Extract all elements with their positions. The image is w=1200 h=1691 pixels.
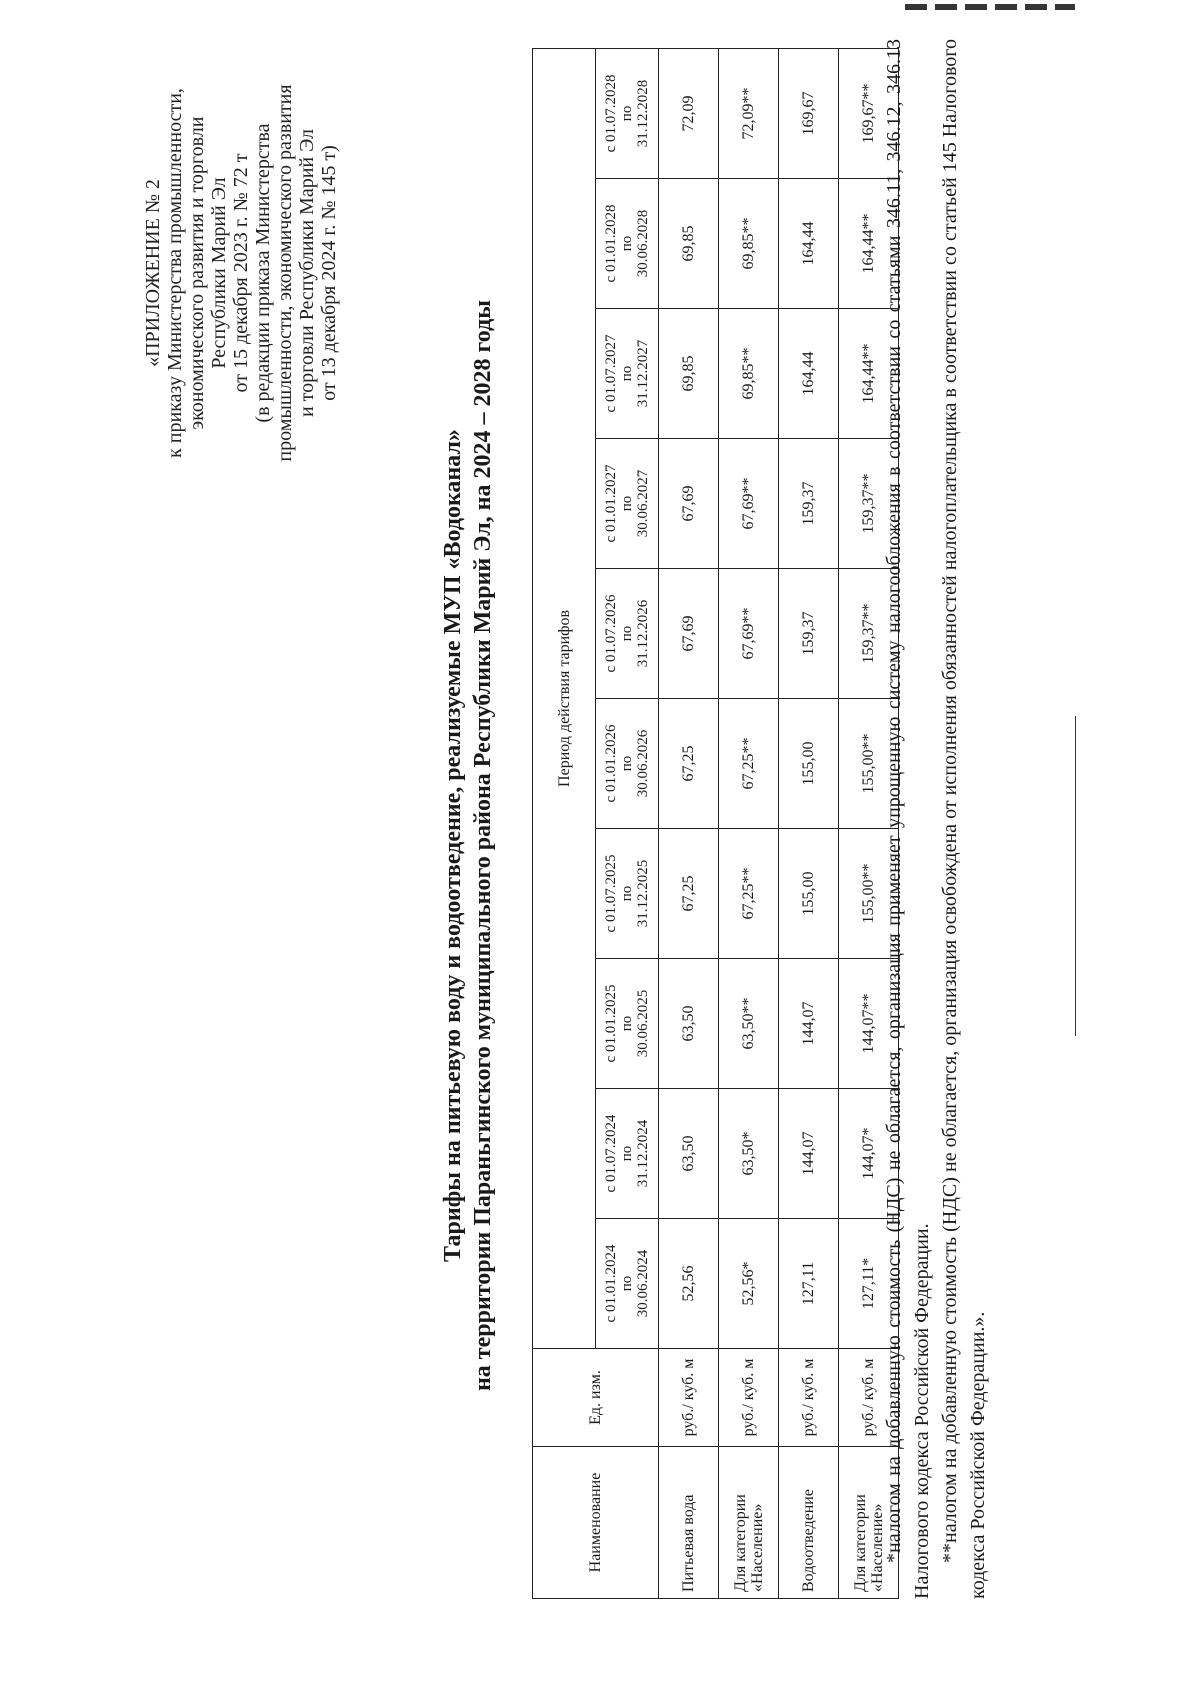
table-row [659,48,719,1598]
tariff-value-cell: 155,00 [779,829,839,959]
period-from: с 01.01.2027 [603,464,619,543]
period-to: 30.06.2027 [635,469,651,538]
row-name-cell: Водоотведение [779,1447,839,1599]
appendix-line: к приказу Министерства промышленности, [164,88,186,458]
tariff-value-cell: 67,25** [719,829,779,959]
period-header-cell [596,569,659,699]
period-to: 30.06.2024 [635,1249,651,1318]
period-from: с 01.01.2026 [603,724,619,803]
tariff-value-cell: 67,69 [659,439,719,569]
tariff-value-cell: 159,37** [839,569,899,699]
footnotes [880,39,992,1599]
tariff-value-cell: 169,67 [779,48,839,178]
period-po: по [619,365,635,382]
period-header-cell [596,699,659,829]
tariff-value-cell: 63,50* [719,1089,779,1219]
period-from: с 01.07.2025 [603,854,619,933]
title-line-1: Тарифы на питьевую воду и водоотведение, реализуемые МУП «Водоканал» [440,429,466,1262]
period-po: по [619,885,635,902]
tariff-value-cell: 159,37** [839,439,899,569]
period-po: по [619,625,635,642]
tariff-value-cell: 169,67** [839,48,899,178]
tariff-value-cell: 67,69** [719,569,779,699]
tariff-table [532,48,899,1599]
appendix-line: промышленности, экономического развития [274,84,296,462]
appendix-line: экономического развития и торговли [186,116,208,430]
period-from: с 01.01.2025 [603,984,619,1063]
column-header-unit: Ед. изм. [533,1349,659,1447]
tariff-value-cell: 69,85** [719,309,779,439]
period-from: с 01.07.2028 [603,74,619,153]
appendix-line: от 13 декабря 2024 г. № 145 т) [318,145,340,401]
appendix-title: «ПРИЛОЖЕНИЕ № 2 [142,179,164,367]
tariff-value-cell: 164,44** [839,179,899,309]
tariff-value-cell: 144,07 [779,959,839,1089]
row-name-cell: Питьевая вода [659,1447,719,1599]
period-header-cell [596,1219,659,1349]
tariff-value-cell: 52,56* [719,1219,779,1349]
period-po: по [619,235,635,252]
appendix-line: от 15 декабря 2023 г. № 72 т [230,153,252,393]
appendix-line: Республики Марий Эл [208,177,230,369]
period-header-cell [596,179,659,309]
document-title [438,0,498,1691]
appendix-header [142,43,340,503]
row-unit-cell: руб./ куб. м [839,1349,899,1447]
period-to: 30.06.2025 [635,989,651,1058]
period-po: по [619,1015,635,1032]
appendix-line: (в редакции приказа Министерства [252,123,274,423]
period-header-cell [596,309,659,439]
tariff-value-cell: 155,00** [839,699,899,829]
period-from: с 01.01.2028 [603,204,619,283]
tariff-value-cell: 144,07 [779,1089,839,1219]
period-header-cell [596,959,659,1089]
tariff-value-cell: 127,11* [839,1219,899,1349]
period-from: с 01.07.2027 [603,334,619,413]
row-unit-cell: руб./ куб. м [779,1349,839,1447]
period-po: по [619,755,635,772]
period-po: по [619,1145,635,1162]
period-po: по [619,1275,635,1292]
tariff-value-cell: 144,07** [839,959,899,1089]
table-row [779,48,839,1598]
period-header-cell [596,439,659,569]
tariff-value-cell: 72,09** [719,48,779,178]
period-to: 30.06.2028 [635,209,651,278]
column-header-period: Период действия тарифов [533,48,596,1348]
table-row [719,48,779,1598]
period-header-cell [596,829,659,959]
tariff-value-cell: 164,44 [779,309,839,439]
tariff-value-cell: 67,25** [719,699,779,829]
period-to: 31.12.2028 [635,79,651,148]
period-to: 30.06.2026 [635,729,651,798]
tariff-value-cell: 144,07* [839,1089,899,1219]
tariff-value-cell: 52,56 [659,1219,719,1349]
tariff-value-cell: 67,69** [719,439,779,569]
row-name-cell: Для категории «Население» [719,1447,779,1599]
table-body [659,48,899,1598]
tariff-value-cell: 67,25 [659,699,719,829]
tariff-value-cell: 159,37 [779,439,839,569]
period-po: по [619,495,635,512]
tariff-value-cell: 159,37 [779,569,839,699]
row-unit-cell: руб./ куб. м [659,1349,719,1447]
tariff-value-cell: 69,85 [659,309,719,439]
tariff-value-cell: 63,50 [659,1089,719,1219]
footnote-2: **налогом на добавленную стоимость (НДС) не облагается, организация освобождена от исполнения обязанностей налогоплательщика в соответствии со статьей 145 Налогового кодекса Российской Федерации.». [939,39,989,1599]
period-po: по [619,105,635,122]
tariff-value-cell: 63,50 [659,959,719,1089]
tariff-value-cell: 155,00** [839,829,899,959]
period-from: с 01.07.2024 [603,1114,619,1193]
period-to: 31.12.2025 [635,859,651,928]
period-to: 31.12.2024 [635,1119,651,1188]
tariff-value-cell: 63,50** [719,959,779,1089]
column-header-name: Наименование [533,1447,659,1599]
period-from: с 01.01.2024 [603,1244,619,1323]
row-unit-cell: руб./ куб. м [719,1349,779,1447]
tariff-value-cell: 69,85 [659,179,719,309]
period-header-cell [596,48,659,178]
tariff-value-cell: 155,00 [779,699,839,829]
period-to: 31.12.2026 [635,599,651,668]
period-header-cell [596,1089,659,1219]
tariff-value-cell: 164,44 [779,179,839,309]
tariff-value-cell: 67,69 [659,569,719,699]
footnote-1: *налогом на добавленную стоимость (НДС) не облагается, организация применяет упрощенную систему налогообложения в соответствии со статьями 346.11, 346.12, 346.13 Налогового кодекса Российской Федерации. [883,39,933,1599]
tariff-value-cell: 69,85** [719,179,779,309]
tariff-value-cell: 164,44** [839,309,899,439]
tariff-value-cell: 127,11 [779,1219,839,1349]
appendix-line: и торговли Республики Марий Эл [296,128,318,418]
period-to: 31.12.2027 [635,339,651,408]
tariff-value-cell: 67,25 [659,829,719,959]
tariff-value-cell: 72,09 [659,48,719,178]
row-name-cell: Для категории «Население» [839,1447,899,1599]
separator-line [1075,716,1076,1036]
title-line-2: на территории Параньгинского муниципального района Республики Марий Эл, на 2024 – 2028 годы [470,300,496,1392]
period-from: с 01.07.2026 [603,594,619,673]
